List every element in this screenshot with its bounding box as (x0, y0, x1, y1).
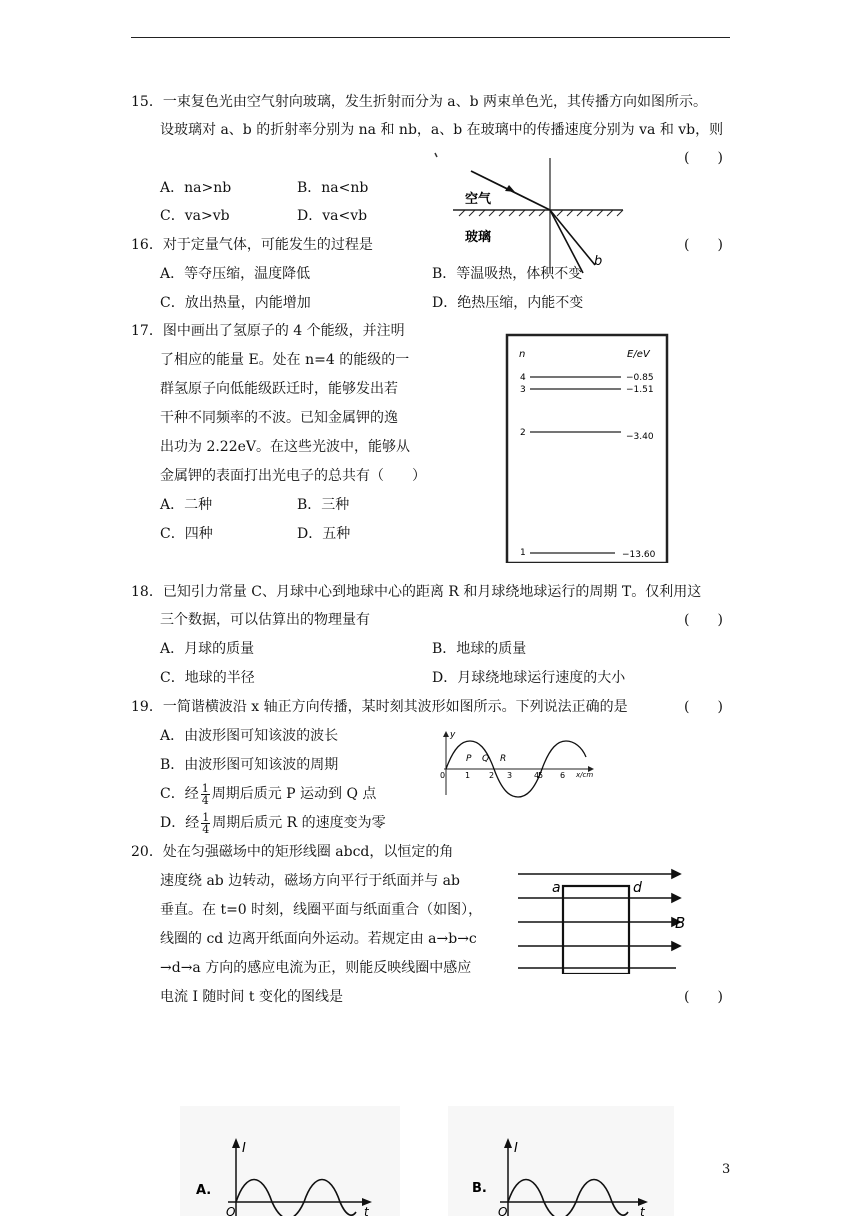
tick-6: 6 (560, 771, 566, 780)
q15-refraction-figure (433, 143, 638, 279)
q20-stem-line2: 速度绕 ab 边转动，磁场方向平行于纸面并与 ab (160, 873, 460, 889)
q19-option-d-suffix: 周期后质元 R 的速度变为零 (212, 815, 386, 831)
q17-stem-line2: 了相应的能量 E。处在 n=4 的能级的一 (160, 352, 410, 368)
level-3-e: −1.51 (626, 385, 654, 395)
header-rule (131, 37, 730, 38)
q19-option-b: B．由波形图可知该波的周期 (160, 757, 339, 773)
q15-stem-line1: 15．一束复色光由空气射向玻璃，发生折射而分为 a、b 两束单色光，其传播方向如图所示。 (131, 94, 708, 110)
graph-a-t-axis: t (364, 1205, 369, 1216)
q16-option-d: D．绝热压缩，内能不变 (432, 295, 584, 311)
q17-stem-line4: 干种不同频率的不波。已知金属钾的逸 (160, 410, 398, 426)
quarter-fraction (201, 783, 210, 806)
tick-2: 2 (489, 771, 495, 780)
q19-option-d-prefix: D．经 (160, 815, 200, 831)
point-r-label: R (500, 754, 507, 764)
n-header: n (519, 349, 526, 360)
q15-option-c: C．va>vb (160, 208, 230, 224)
q18-stem-line1: 18．已知引力常量 C、月球中心到地球中心的距离 R 和月球绕地球运行的周期 T。仅利用这 (131, 584, 702, 600)
tick-5: 5 (538, 771, 544, 780)
page-number: 3 (722, 1162, 731, 1177)
graph-a-i-axis: I (242, 1141, 246, 1156)
fraction-numerator: 1 (202, 810, 210, 824)
fraction-denominator: 4 (201, 793, 209, 807)
point-p-label: P (466, 754, 472, 764)
quarter-fraction (201, 812, 210, 835)
q19-option-d (160, 804, 386, 842)
ray-b (550, 210, 595, 265)
q17-stem-line1: 17．图中画出了氢原子的 4 个能级，并注明 (131, 323, 405, 339)
air-label: 空气 (465, 192, 492, 207)
level-3-n: 3 (520, 385, 526, 395)
q16-option-a: A．等夺压缩，温度降低 (160, 266, 311, 282)
q19-option-c-prefix: C．经 (160, 786, 199, 802)
q18-option-c: C．地球的半径 (160, 670, 255, 686)
graph-a (180, 1106, 400, 1216)
q19-wave-figure (436, 727, 598, 799)
q19-stem: 19．一简谐横波沿 x 轴正方向传播，某时刻其波形如图所示。下列说法正确的是 (131, 699, 628, 715)
graph-b-label: B. (472, 1181, 487, 1196)
q15-option-d: D．va<vb (297, 208, 368, 224)
q15-answer-paren: ( ) (684, 150, 723, 166)
e-header: E/eV (627, 349, 650, 360)
graph-b-t-axis: t (640, 1205, 645, 1216)
q18-option-a: A．月球的质量 (160, 641, 255, 657)
q17-option-a: A．二种 (160, 497, 213, 513)
q20-coil-figure (518, 860, 688, 974)
tick-3: 3 (507, 771, 513, 780)
level-4-n: 4 (520, 373, 526, 383)
q15-option-a: A．na>nb (160, 180, 232, 196)
q20-stem-line3: 垂直。在 t=0 时刻，线圈平面与纸面重合（如图）， (160, 902, 483, 918)
q16-answer-paren: ( ) (684, 237, 723, 253)
graph-b-origin: O (498, 1205, 508, 1216)
q15-option-b: B．na<nb (297, 180, 369, 196)
q19-option-a: A．由波形图可知该波的波长 (160, 728, 339, 744)
level-1-n: 1 (520, 548, 526, 558)
ray-b-label: b (594, 254, 603, 269)
q20-stem-line1: 20．处在匀强磁场中的矩形线圈 abcd，以恒定的角 (131, 844, 454, 860)
q20-stem-line6: 电流 I 随时间 t 变化的图线是 (160, 989, 343, 1005)
q17-energy-level-figure (505, 333, 670, 563)
graph-b-i-axis: I (514, 1141, 518, 1156)
q16-option-b: B．等温吸热，体积不变 (432, 266, 583, 282)
coil-rectangle (563, 886, 629, 974)
level-2-e: −3.40 (626, 432, 654, 442)
q15-stem-line2: 设玻璃对 a、b 的折射率分别为 na 和 nb，a、b 在玻璃中的传播速度分别为 va 和 vb，则 (160, 122, 724, 138)
q17-option-c: C．四种 (160, 526, 213, 542)
glass-label: 玻璃 (465, 230, 492, 245)
point-q-label: Q (482, 754, 490, 764)
q18-option-b: B．地球的质量 (432, 641, 527, 657)
origin-label: 0 (440, 771, 446, 780)
y-axis-label: y (450, 730, 456, 740)
fraction-denominator: 4 (202, 822, 210, 836)
q16-stem: 16．对于定量气体，可能发生的过程是 (131, 237, 373, 253)
q17-stem-line6: 金属钾的表面打出光电子的总共有（ ） (160, 468, 426, 484)
q17-option-b: B．三种 (297, 497, 350, 513)
q19-answer-paren: ( ) (684, 699, 723, 715)
q16-option-c: C．放出热量，内能增加 (160, 295, 311, 311)
q20-stem-line5: →d→a 方向的感应电流为正，则能反映线圈中感应 (160, 960, 472, 976)
x-axis-label: x/cm (576, 771, 594, 779)
graph-a-origin: O (226, 1205, 236, 1216)
corner-a-label: a (552, 880, 561, 896)
corner-d-label: d (633, 880, 642, 896)
q18-stem-line2: 三个数据，可以估算出的物理量有 (160, 612, 370, 628)
q19-option-c-suffix: 周期后质元 P 运动到 Q 点 (211, 786, 377, 802)
q18-answer-paren: ( ) (684, 612, 723, 628)
q20-answer-paren: ( ) (684, 989, 723, 1005)
graph-a-label: A. (196, 1183, 212, 1198)
fraction-numerator: 1 (201, 781, 209, 795)
field-b-label: B (675, 914, 686, 932)
tick-1: 1 (465, 771, 471, 780)
q17-stem-line5: 出功为 2.22eV。在这些光波中，能够从 (160, 439, 411, 455)
q17-stem-line3: 群氢原子向低能级跃迁时，能够发出若 (160, 381, 398, 397)
level-4-e: −0.85 (626, 373, 654, 383)
q18-option-d: D．月球绕地球运行速度的大小 (432, 670, 626, 686)
graph-b (448, 1106, 674, 1216)
q20-stem-line4: 线圈的 cd 边离开纸面向外运动。若规定由 a→b→c (160, 931, 477, 947)
q17-option-d: D．五种 (297, 526, 351, 542)
level-1-e: −13.60 (622, 550, 656, 560)
level-2-n: 2 (520, 428, 526, 438)
tick-4: 4 (534, 771, 540, 780)
